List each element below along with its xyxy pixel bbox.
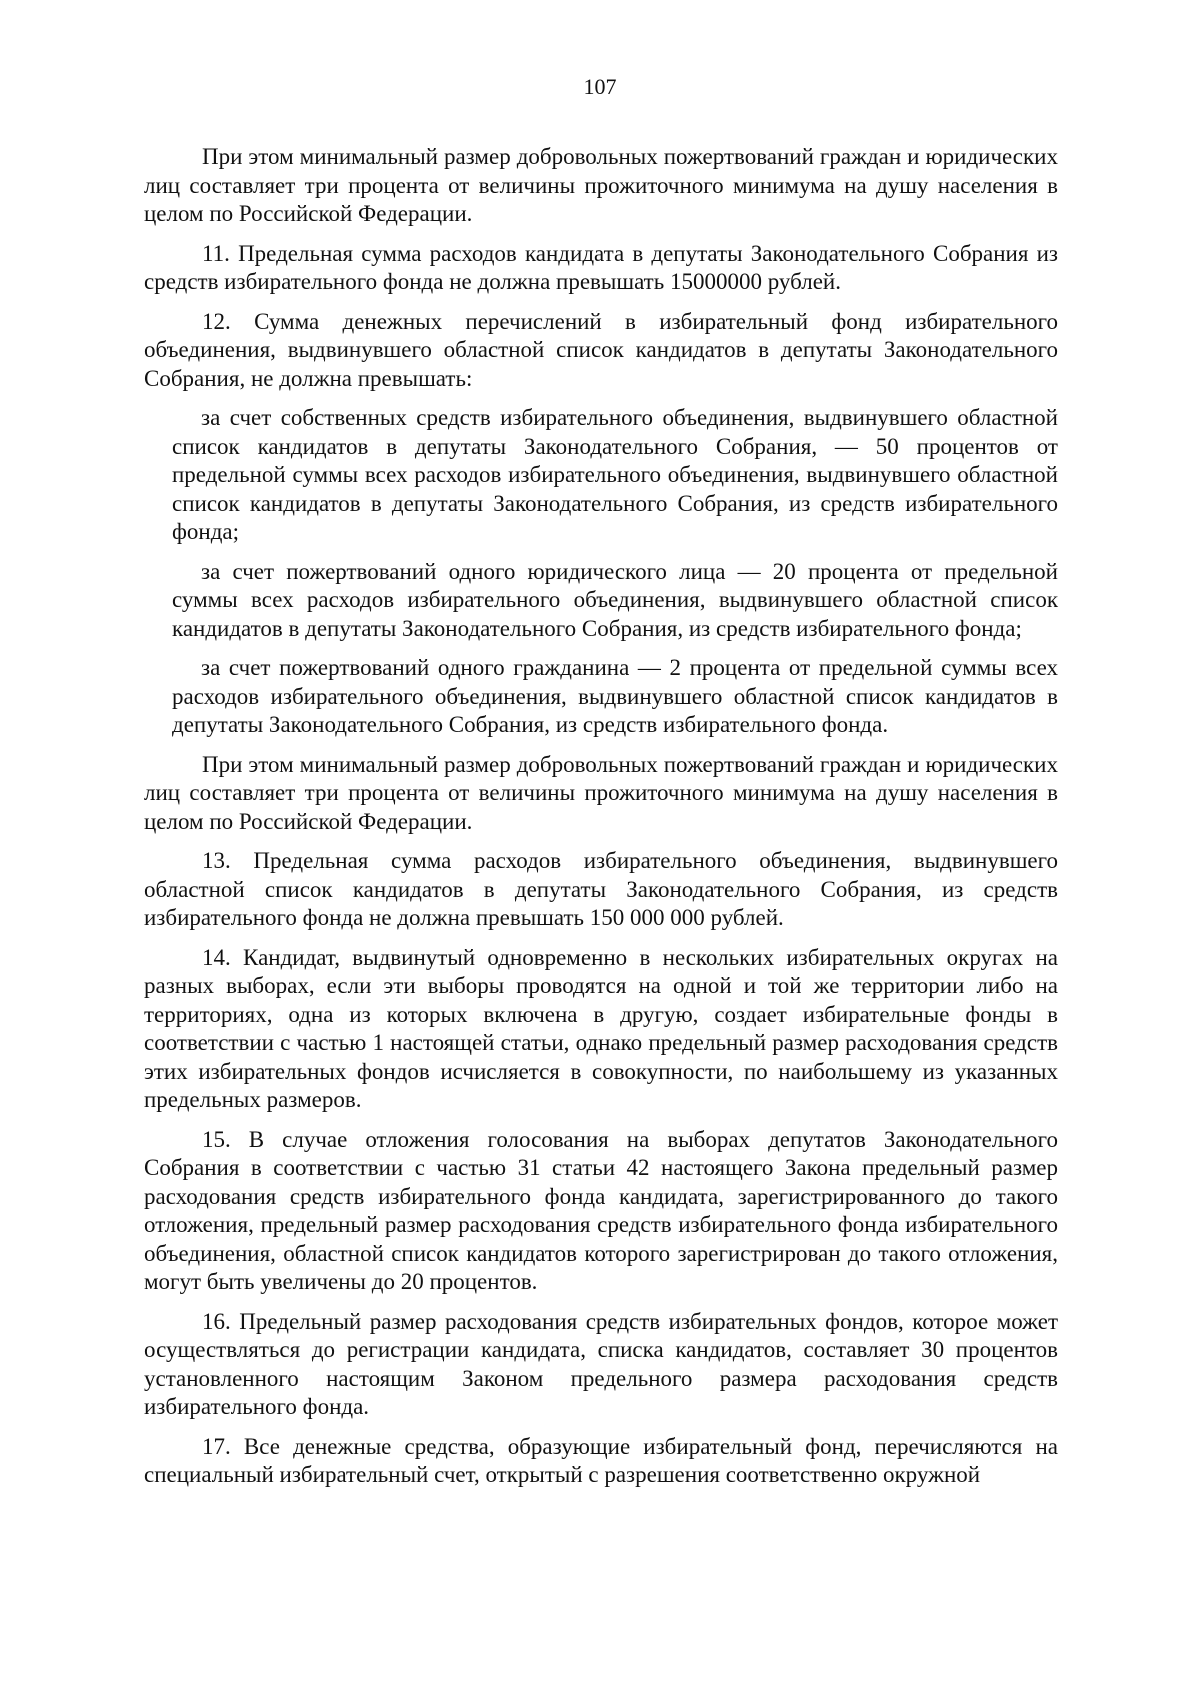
paragraph-item-13: 13. Предельная сумма расходов избирательного объединения, выдвинувшего областной список кандидатов в депутаты Законодательного Собрания, из средств избирательного фонда не должна превышать 150 000 000 рублей. — [144, 848, 1058, 930]
paragraph: При этом минимальный размер добровольных пожертвований граждан и юридических лиц составляет три процента от величины прожиточного минимума на душу населения в целом по Российской Федерации. — [144, 144, 1058, 226]
paragraph-item-14: 14. Кандидат, выдвинутый одновременно в нескольких избирательных округах на разных выборах, если эти выборы проводятся на одной и той же территории либо на территориях, одна из которых включена в другую, создает избирательные фонды в соответствии с частью 1 настоящей статьи, однако предельный размер расходования средств этих избирательных фондов исчисляется в совокупности, по наибольшему из указанных предельных размеров. — [144, 944, 1058, 1112]
paragraph-item-15: 15. В случае отложения голосования на выборах депутатов Законодательного Собрания в соответствии с частью 31 статьи 42 настоящего Закона предельный размер расходования средств избирательного фонда кандидата, зарегистрированного до такого отложения, предельный размер расходования средств избирательного фонда избирательного объединения, областной список кандидатов которого зарегистрирован до такого отложения, могут быть увеличены до 20 процентов. — [144, 1126, 1058, 1294]
paragraph: При этом минимальный размер добровольных пожертвований граждан и юридических лиц составляет три процента от величины прожиточного минимума на душу населения в целом по Российской Федерации. — [144, 751, 1058, 834]
document-body — [144, 143, 1058, 1501]
subparagraph: за счет пожертвований одного гражданина — 2 процента от предельной суммы всех расходов избирательного объединения, выдвинувшего областной список кандидатов в депутаты Законодательного Собрания, из средств избирательного фонда. — [172, 655, 1058, 737]
page-number: 107 — [583, 74, 617, 99]
paragraph-item-12: 12. Сумма денежных перечислений в избирательный фонд избирательного объединения, выдвинувшего областной список кандидатов в депутаты Законодательного Собрания, не должна превышать: — [144, 308, 1058, 391]
paragraph-item-11: 11. Предельная сумма расходов кандидата в депутаты Законодательного Собрания из средств избирательного фонда не должна превышать 15000000 рублей. — [144, 240, 1058, 294]
subparagraph: за счет собственных средств избирательного объединения, выдвинувшего областной список кандидатов в депутаты Законодательного Собрания, — 50 процентов от предельной суммы всех расходов избирательного объединения, выдвинувшего областной список кандидатов в депутаты Законодательного Собрания, из средств избирательного фонда; — [172, 405, 1058, 544]
paragraph-item-17: 17. Все денежные средства, образующие избирательный фонд, перечисляются на специальный избирательный счет, открытый с разрешения соответственно окружной — [144, 1433, 1058, 1487]
subparagraph: за счет пожертвований одного юридического лица — 20 процента от предельной суммы всех расходов избирательного объединения, выдвинувшего областной список кандидатов в депутаты Законодательного Собрания, из средств избирательного фонда; — [172, 558, 1058, 641]
paragraph-item-16: 16. Предельный размер расходования средств избирательных фондов, которое может осуществляться до регистрации кандидата, списка кандидатов, составляет 30 процентов установленного настоящим Законом предельного размера расходования средств избирательного фонда. — [144, 1308, 1058, 1419]
